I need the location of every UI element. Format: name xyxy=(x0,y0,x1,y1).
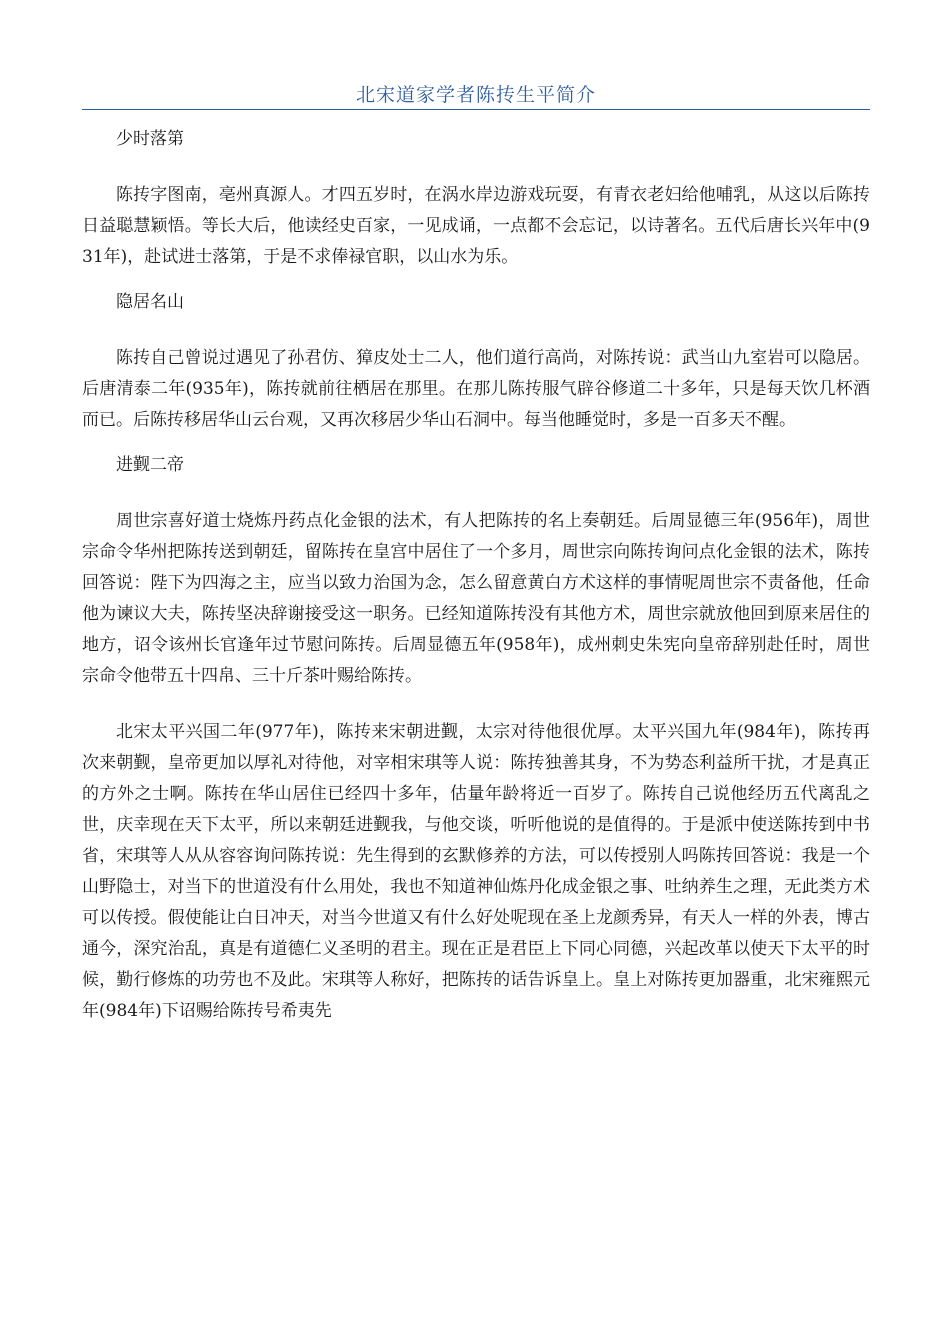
section-heading-youth: 少时落第 xyxy=(116,129,184,149)
document-title: 北宋道家学者陈抟生平简介 xyxy=(355,84,596,106)
section-heading-seclusion: 隐居名山 xyxy=(116,292,184,312)
title-underline xyxy=(82,109,870,110)
paragraph-northern-song: 北宋太平兴国二年(977年)，陈抟来宋朝进觐，太宗对待他很优厚。太平兴国九年(984年)，陈抟再次来朝觐，皇帝更加以厚礼对待他，对宰相宋琪等人说：陈抟独善其身，不为势态利益所干扰，才是真正的方外之士啊。陈抟在华山居住已经四十多年，估量年龄将近一百岁了。陈抟自己说他经历五代离乱之世，庆幸现在天下太平，所以来朝廷进觐我，与他交谈，听听他说的是值得的。于是派中使送陈抟到中书省，宋琪等人从从容容询问陈抟说：先生得到的玄默修养的方法，可以传授别人吗陈抟回答说：我是一个山野隐士，对当下的世道没有什么用处，我也不知道神仙炼丹化成金银之事、吐纳养生之理，无此类方术可以传授。假使能让白日冲天，对当今世道又有什么好处呢现在圣上龙颜秀异，有天人一样的外表，博古通今，深究治乱，真是有道德仁义圣明的君主。现在正是君臣上下同心同德，兴起改革以使天下太平的时候，勤行修炼的功劳也不及此。宋琪等人称好，把陈抟的话告诉皇上。皇上对陈抟更加器重，北宋雍熙元年(984年)下诏赐给陈抟号希夷先 xyxy=(82,722,870,1021)
paragraph-youth: 陈抟字图南，亳州真源人。才四五岁时，在涡水岸边游戏玩耍，有青衣老妇给他哺乳，从这以后陈抟日益聪慧颖悟。等长大后，他读经史百家，一见成诵，一点都不会忘记，以诗著名。五代后唐长兴年中(931年)，赴试进士落第，于是不求俸禄官职，以山水为乐。 xyxy=(82,185,870,267)
paragraph-later-zhou: 周世宗喜好道士烧炼丹药点化金银的法术，有人把陈抟的名上奏朝廷。后周显德三年(956年)，周世宗命令华州把陈抟送到朝廷，留陈抟在皇宫中居住了一个多月，周世宗向陈抟询问点化金银的法术，陈抟回答说：陛下为四海之主，应当以致力治国为念，怎么留意黄白方术这样的事情呢周世宗不责备他，任命他为谏议大夫，陈抟坚决辞谢接受这一职务。已经知道陈抟没有其他方术，周世宗就放他回到原来居住的地方，诏令该州长官逢年过节慰问陈抟。后周显德五年(958年)，成州刺史朱宪向皇帝辞别赴任时，周世宗命令他带五十四帛、三十斤茶叶赐给陈抟。 xyxy=(82,511,870,686)
paragraph-seclusion: 陈抟自己曾说过遇见了孙君仿、獐皮处士二人，他们道行高尚，对陈抟说：武当山九室岩可以隐居。后唐清泰二年(935年)，陈抟就前往栖居在那里。在那儿陈抟服气辟谷修道二十多年，只是每天饮几杯酒而已。后陈抟移居华山云台观，又再次移居少华山石洞中。每当他睡觉时，多是一百多天不醒。 xyxy=(82,348,870,430)
document-page xyxy=(82,0,870,1027)
section-heading-audience: 进觐二帝 xyxy=(116,455,184,475)
